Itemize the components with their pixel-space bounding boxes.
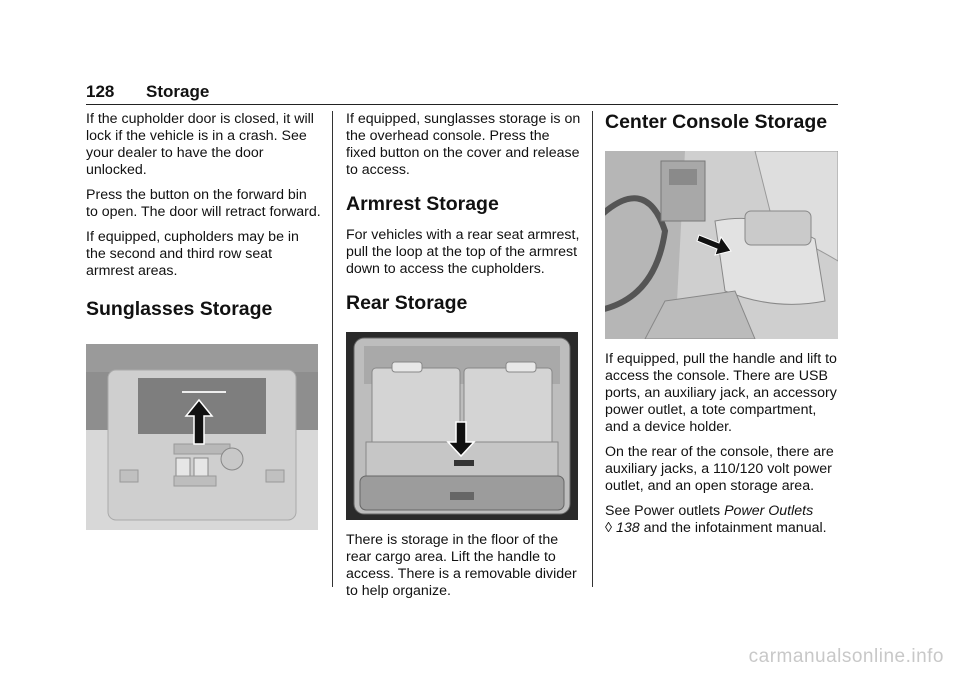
column-1: [86, 111, 322, 542]
column-divider: [332, 111, 333, 587]
paragraph: Press the button on the forward bin to open. The door will retract forward.: [86, 187, 321, 220]
paragraph: There is storage in the floor of the rear cargo area. Lift the handle to access. There is a removable divider to help organize.: [346, 532, 577, 599]
heading-center-console-storage: Center Console Storage: [605, 111, 828, 133]
paragraph: For vehicles with a rear seat armrest, pull the loop at the top of the armrest down to access the cupholders.: [346, 227, 580, 277]
page-ref-icon: ◊: [605, 520, 613, 536]
paragraph-see-also: [605, 503, 841, 537]
page-ref-number[interactable]: 138: [615, 520, 640, 536]
column-3: [605, 111, 841, 545]
paragraph: If equipped, pull the handle and lift to access the console. There are USB ports, an auxiliary jack, an accessory power outlet, a tote compartment, and a device holder.: [605, 351, 837, 435]
see-also-text: See Power outlets: [605, 503, 725, 519]
page-header: [86, 82, 838, 105]
center-console-illustration: [605, 151, 838, 339]
heading-armrest-storage: Armrest Storage: [346, 193, 499, 215]
column-divider: [592, 111, 593, 587]
paragraph: On the rear of the console, there are auxiliary jacks, a 110/120 volt power outlet, and an open storage area.: [605, 444, 834, 494]
overhead-console-illustration: [86, 344, 318, 530]
paragraph: If equipped, sunglasses storage is on the overhead console. Press the fixed button on the cover and release to access.: [346, 111, 581, 178]
power-outlets-link[interactable]: Power Outlets: [724, 503, 814, 519]
see-also-suffix: and the infotainment manual.: [639, 520, 827, 536]
section-title: Storage: [146, 82, 210, 101]
rear-cargo-illustration: [346, 332, 578, 520]
heading-rear-storage: Rear Storage: [346, 292, 468, 314]
watermark: carmanualsonline.info: [748, 646, 944, 667]
paragraph: If equipped, cupholders may be in the second and third row seat armrest areas.: [86, 229, 299, 279]
paragraph: If the cupholder door is closed, it will lock if the vehicle is in a crash. See your dealer to have the door unlocked.: [86, 111, 314, 178]
page-number: 128: [86, 82, 115, 101]
column-2: [346, 111, 582, 608]
heading-sunglasses-storage: Sunglasses Storage: [86, 298, 273, 320]
